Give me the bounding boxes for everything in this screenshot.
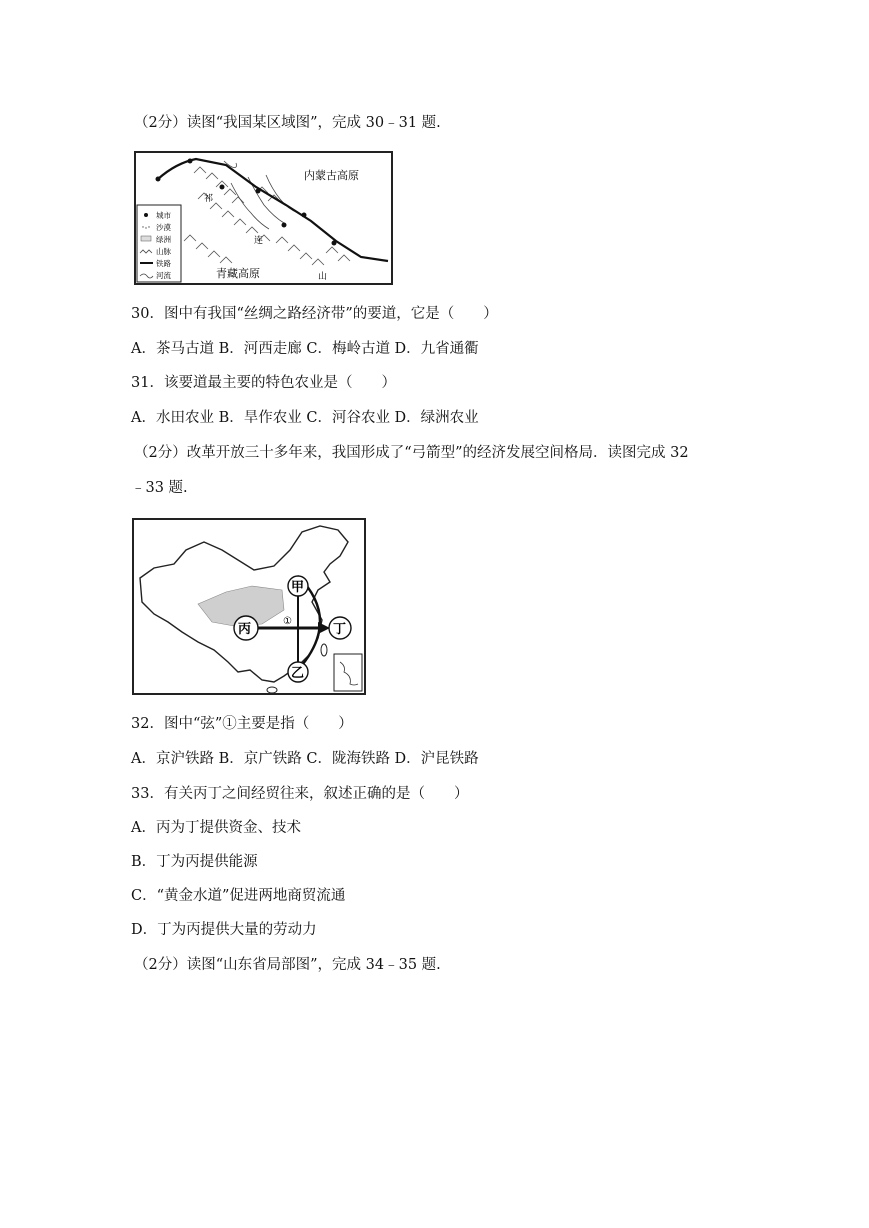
legend-desert: 沙漠 xyxy=(156,223,171,232)
q32-options: A．京沪铁路 B．京广铁路 C．陇海铁路 D．沪昆铁路 xyxy=(131,751,479,767)
mountain-label-qi: 祁 xyxy=(204,194,214,204)
chord-label: ① xyxy=(283,616,292,627)
section2-intro-line2: ﹣33 题. xyxy=(131,480,188,496)
mountain-label-shan: 山 xyxy=(318,272,328,282)
taiwan-island xyxy=(321,644,327,656)
q31-options: A．水田农业 B．旱作农业 C．河谷农业 D．绿洲农业 xyxy=(131,410,479,426)
q33-stem: 33．有关丙丁之间经贸往来，叙述正确的是（ ） xyxy=(131,786,469,802)
node-bing xyxy=(234,616,258,640)
legend-railway: 铁路 xyxy=(156,259,171,268)
q33-option-b: B．丁为丙提供能源 xyxy=(131,854,258,870)
section1-intro: （2分）读图“我国某区域图”，完成 30﹣31 题. xyxy=(134,115,441,131)
node-ding xyxy=(329,617,351,639)
legend-oasis-icon xyxy=(141,236,151,241)
node-yi-label: 乙 xyxy=(291,666,305,681)
legend-city: 城市 xyxy=(156,211,171,220)
legend-oasis: 绿洲 xyxy=(156,235,171,244)
region-map xyxy=(136,153,391,283)
node-jia-label: 甲 xyxy=(291,580,305,595)
china-map-figure xyxy=(132,518,366,695)
q30-stem: 30．图中有我国“丝绸之路经济带”的要道，它是（ ） xyxy=(131,306,498,322)
china-map xyxy=(134,520,364,693)
legend-city-icon xyxy=(144,213,148,217)
q33-option-a: A．丙为丁提供资金、技术 xyxy=(131,820,301,836)
region-label-bottom: 青藏高原 xyxy=(216,267,260,280)
mountain-label-lian: 连 xyxy=(254,236,264,246)
node-jia xyxy=(288,576,308,596)
node-bing-label: 丙 xyxy=(238,622,252,637)
q33-option-c: C．“黄金水道”促进两地商贸流通 xyxy=(131,888,346,904)
legend-river: 河流 xyxy=(156,271,171,280)
node-yi xyxy=(288,662,308,682)
south-china-sea-inset xyxy=(334,654,362,691)
legend-mountain: 山脉 xyxy=(156,247,171,256)
q30-options: A．茶马古道 B．河西走廊 C．梅岭古道 D．九省通衢 xyxy=(131,341,479,357)
q33-option-d: D．丁为丙提供大量的劳动力 xyxy=(131,922,317,938)
region-map-figure xyxy=(134,151,393,285)
node-ding-label: 丁 xyxy=(333,622,347,637)
hainan-island xyxy=(267,687,277,693)
section3-intro: （2分）读图“山东省局部图”，完成 34﹣35 题. xyxy=(134,957,441,973)
q32-stem: 32．图中“弦”①主要是指（ ） xyxy=(131,716,353,732)
region-label-top: 内蒙古高原 xyxy=(304,169,359,182)
arrow-head xyxy=(318,622,330,634)
q31-stem: 31．该要道最主要的特色农业是（ ） xyxy=(131,375,396,391)
section2-intro-line1: （2分）改革开放三十多年来，我国形成了“弓箭型”的经济发展空间格局．读图完成 32 xyxy=(134,445,689,461)
